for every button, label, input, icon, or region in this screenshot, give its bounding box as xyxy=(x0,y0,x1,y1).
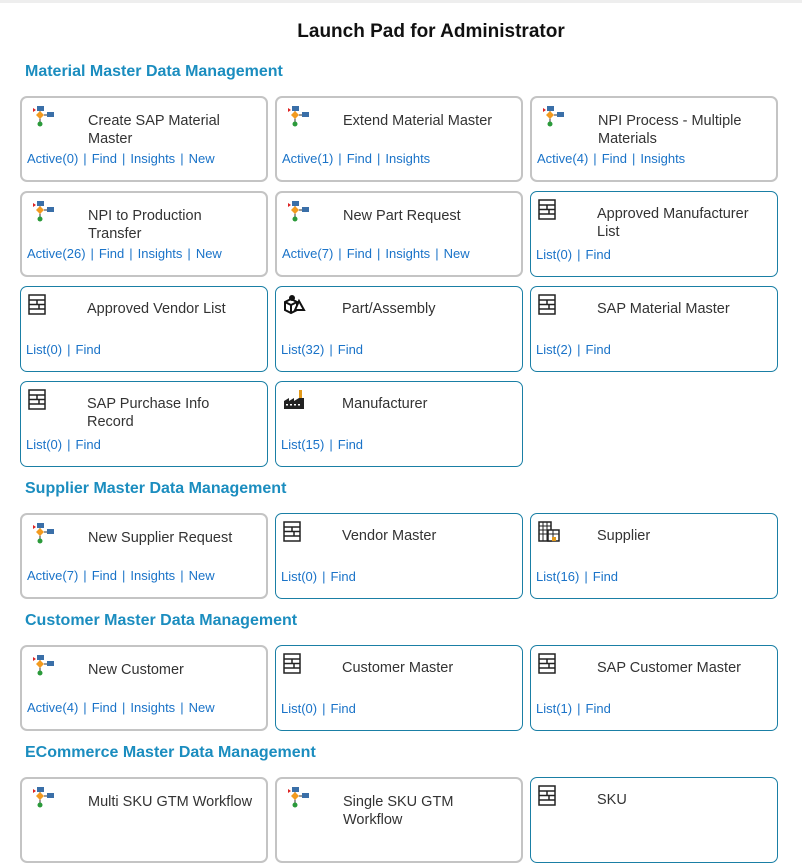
link-separator: | xyxy=(593,151,597,166)
link-insights[interactable]: Insights xyxy=(130,700,176,715)
card-approved-vendor-list[interactable] xyxy=(20,286,268,372)
card-links xyxy=(282,246,470,261)
link-separator: | xyxy=(435,246,439,261)
link-separator: | xyxy=(121,700,126,715)
link-active[interactable]: Active(7) xyxy=(27,568,79,583)
card-new-customer[interactable] xyxy=(20,645,268,731)
card-links xyxy=(281,701,356,716)
workflow-icon xyxy=(29,786,55,808)
workflow-icon xyxy=(29,105,55,127)
link-new[interactable]: New xyxy=(195,246,222,261)
link-find[interactable]: Find xyxy=(585,342,611,357)
link-list[interactable]: List(32) xyxy=(281,342,325,357)
card-links xyxy=(536,247,611,262)
card-links xyxy=(281,342,363,357)
card-links xyxy=(281,569,356,584)
card-manufacturer[interactable] xyxy=(275,381,523,467)
link-find[interactable]: Find xyxy=(98,246,125,261)
link-separator: | xyxy=(338,151,342,166)
link-separator: | xyxy=(329,342,333,357)
card-label[interactable]: New Supplier Request xyxy=(88,530,233,546)
link-find[interactable]: Find xyxy=(337,437,364,452)
card-customer-master[interactable] xyxy=(275,645,523,731)
link-separator: | xyxy=(83,151,87,166)
workflow-icon xyxy=(29,200,55,222)
card-label[interactable]: Supplier xyxy=(597,528,651,544)
link-separator: | xyxy=(180,151,184,166)
link-list[interactable]: List(0) xyxy=(281,569,318,584)
link-insights[interactable]: Insights xyxy=(130,151,176,166)
link-separator: | xyxy=(67,437,71,452)
card-supplier[interactable] xyxy=(530,513,778,599)
link-active[interactable]: Active(0) xyxy=(27,151,79,166)
link-list[interactable]: List(0) xyxy=(536,247,573,262)
card-label[interactable]: Approved Manufacturer List xyxy=(597,206,749,240)
link-separator: | xyxy=(376,151,381,166)
link-insights[interactable]: Insights xyxy=(385,246,431,261)
factory-icon xyxy=(283,389,309,411)
link-list[interactable]: List(15) xyxy=(281,437,325,452)
link-active[interactable]: Active(4) xyxy=(537,151,589,166)
card-npi-to-production-transfer[interactable] xyxy=(20,191,268,277)
card-extend-material-master[interactable] xyxy=(275,96,523,182)
card-create-sap-material-master[interactable] xyxy=(20,96,268,182)
link-find[interactable]: Find xyxy=(91,568,117,583)
card-label[interactable]: Extend Material Master xyxy=(343,113,493,129)
link-separator: | xyxy=(67,342,71,357)
link-find[interactable]: Find xyxy=(585,701,611,716)
workflow-icon xyxy=(539,105,565,127)
card-label[interactable]: SKU xyxy=(597,792,627,808)
workflow-icon xyxy=(284,786,310,808)
link-separator: | xyxy=(376,246,381,261)
link-list[interactable]: List(0) xyxy=(26,342,63,357)
card-links xyxy=(537,151,685,166)
link-list[interactable]: List(0) xyxy=(26,437,63,452)
link-find[interactable]: Find xyxy=(337,342,364,357)
link-list[interactable]: List(2) xyxy=(536,342,573,357)
link-insights[interactable]: Insights xyxy=(385,151,431,166)
link-insights[interactable]: Insights xyxy=(137,246,183,261)
link-new[interactable]: New xyxy=(443,246,470,261)
card-links xyxy=(27,246,222,261)
card-sap-customer-master[interactable] xyxy=(530,645,778,731)
card-label[interactable]: SAP Purchase Info Record xyxy=(87,396,210,430)
card-label[interactable]: Create SAP Material Master xyxy=(88,113,220,147)
card-links xyxy=(27,568,215,583)
link-separator: | xyxy=(577,247,581,262)
link-active[interactable]: Active(26) xyxy=(27,246,86,261)
link-separator: | xyxy=(577,701,581,716)
card-label[interactable]: Multi SKU GTM Workflow xyxy=(88,794,253,810)
link-separator: | xyxy=(121,151,126,166)
workflow-icon xyxy=(29,522,55,544)
card-label[interactable]: Manufacturer xyxy=(342,396,428,412)
card-sap-purchase-info-record[interactable] xyxy=(20,381,268,467)
card-sap-material-master[interactable] xyxy=(530,286,778,372)
card-links xyxy=(536,569,618,584)
card-links xyxy=(26,437,101,452)
card-single-sku-gtm-workflow[interactable] xyxy=(275,777,523,863)
parts-icon xyxy=(283,294,309,316)
table-icon xyxy=(538,785,564,807)
card-approved-manufacturer-list[interactable] xyxy=(530,191,778,277)
link-find[interactable]: Find xyxy=(346,151,372,166)
link-separator: | xyxy=(90,246,94,261)
card-sku[interactable] xyxy=(530,777,778,863)
card-links xyxy=(536,701,611,716)
link-separator: | xyxy=(322,569,326,584)
card-links xyxy=(536,342,611,357)
card-label[interactable]: NPI to Production Transfer xyxy=(88,208,202,242)
link-separator: | xyxy=(322,701,326,716)
link-new[interactable]: New xyxy=(188,568,215,583)
link-separator: | xyxy=(584,569,588,584)
link-separator: | xyxy=(338,246,342,261)
link-find[interactable]: Find xyxy=(330,701,356,716)
table-icon xyxy=(538,199,564,221)
link-separator: | xyxy=(187,246,191,261)
card-new-part-request[interactable] xyxy=(275,191,523,277)
card-links xyxy=(281,437,363,452)
link-separator: | xyxy=(180,700,184,715)
table-icon xyxy=(538,294,564,316)
workflow-icon xyxy=(284,105,310,127)
card-label[interactable]: New Customer xyxy=(88,662,184,678)
card-multi-sku-gtm-workflow[interactable] xyxy=(20,777,268,863)
section-title: Customer Master Data Management xyxy=(25,612,298,629)
link-list[interactable]: List(1) xyxy=(536,701,573,716)
link-insights[interactable]: Insights xyxy=(130,568,176,583)
link-active[interactable]: Active(7) xyxy=(282,246,334,261)
link-separator: | xyxy=(631,151,636,166)
link-find[interactable]: Find xyxy=(585,247,611,262)
link-separator: | xyxy=(129,246,133,261)
link-separator: | xyxy=(329,437,333,452)
card-label[interactable]: Customer Master xyxy=(342,660,454,676)
card-label[interactable]: New Part Request xyxy=(343,208,461,224)
card-part-assembly[interactable] xyxy=(275,286,523,372)
link-find[interactable]: Find xyxy=(592,569,619,584)
table-icon xyxy=(283,521,309,543)
card-links xyxy=(26,342,101,357)
link-find[interactable]: Find xyxy=(91,151,117,166)
table-icon xyxy=(538,653,564,675)
card-label[interactable]: Part/Assembly xyxy=(342,301,436,317)
table-icon xyxy=(28,389,54,411)
link-active[interactable]: Active(1) xyxy=(282,151,334,166)
page-title: Launch Pad for Administrator xyxy=(297,21,565,42)
card-label[interactable]: SAP Material Master xyxy=(597,301,730,317)
link-find[interactable]: Find xyxy=(75,342,101,357)
card-label[interactable]: Approved Vendor List xyxy=(87,301,226,317)
link-find[interactable]: Find xyxy=(91,700,117,715)
workflow-icon xyxy=(284,200,310,222)
link-insights[interactable]: Insights xyxy=(640,151,686,166)
link-separator: | xyxy=(577,342,581,357)
link-separator: | xyxy=(180,568,184,583)
link-separator: | xyxy=(121,568,126,583)
card-links xyxy=(27,151,215,166)
link-separator: | xyxy=(83,700,87,715)
link-find[interactable]: Find xyxy=(346,246,372,261)
card-links xyxy=(282,151,430,166)
link-separator: | xyxy=(83,568,87,583)
table-icon xyxy=(28,294,54,316)
card-vendor-master[interactable] xyxy=(275,513,523,599)
table-icon xyxy=(283,653,309,675)
link-new[interactable]: New xyxy=(188,151,215,166)
card-links xyxy=(27,700,215,715)
workflow-icon xyxy=(29,654,55,676)
section-title: Supplier Master Data Management xyxy=(25,480,287,497)
link-find[interactable]: Find xyxy=(75,437,101,452)
card-label[interactable]: SAP Customer Master xyxy=(597,660,741,676)
card-label[interactable]: Single SKU GTM Workflow xyxy=(343,794,454,828)
card-label[interactable]: Vendor Master xyxy=(342,528,437,544)
link-new[interactable]: New xyxy=(188,700,215,715)
card-new-supplier-request[interactable] xyxy=(20,513,268,599)
card-npi-process-multiple-materials[interactable] xyxy=(530,96,778,182)
card-label[interactable]: NPI Process - Multiple Materials xyxy=(598,113,742,147)
link-list[interactable]: List(16) xyxy=(536,569,580,584)
link-active[interactable]: Active(4) xyxy=(27,700,79,715)
section-title: Material Master Data Management xyxy=(25,63,283,80)
link-find[interactable]: Find xyxy=(330,569,356,584)
building-icon xyxy=(538,521,564,543)
section-title: ECommerce Master Data Management xyxy=(25,744,316,761)
link-list[interactable]: List(0) xyxy=(281,701,318,716)
link-find[interactable]: Find xyxy=(601,151,627,166)
